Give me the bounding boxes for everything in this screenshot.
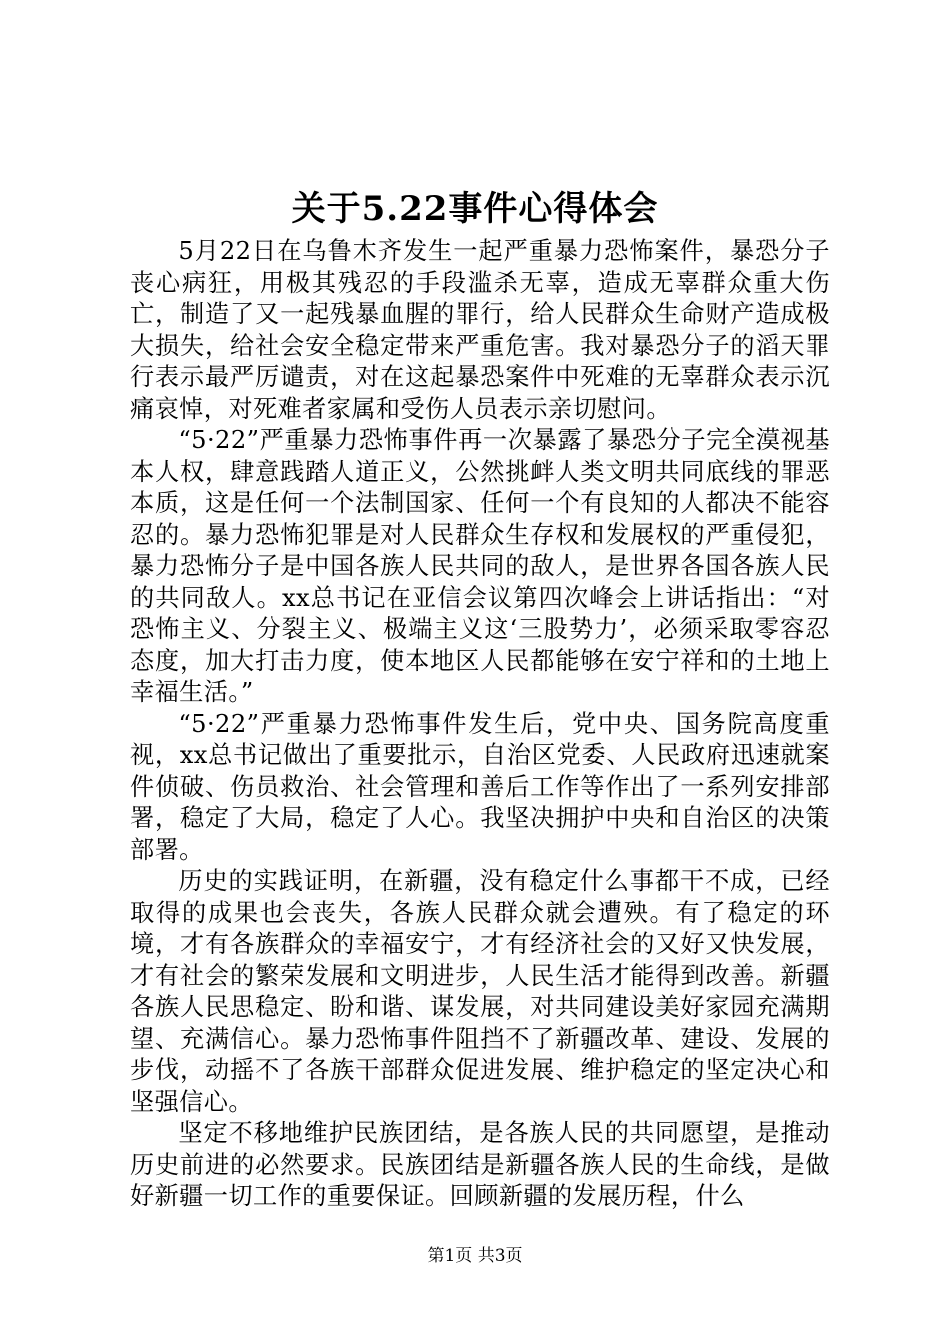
document-title: 关于5.22事件心得体会: [291, 189, 659, 229]
document-body: [130, 236, 830, 1213]
paragraph-3: “5·22”严重暴力恐怖事件发生后，党中央、国务院高度重视，xx总书记做出了重要批示，自治区党委、人民政府迅速就案件侦破、伤员救治、社会管理和善后工作等作出了一系列安排部署，稳定了大局，稳定了人心。我坚决拥护中央和自治区的决策部署。: [130, 709, 830, 864]
paragraph-5: 坚定不移地维护民族团结，是各族人民的共同愿望，是推动历史前进的必然要求。民族团结是新疆各族人民的生命线，是做好新疆一切工作的重要保证。回顾新疆的发展历程，什么: [130, 1119, 830, 1210]
paragraph-2: “5·22”严重暴力恐怖事件再一次暴露了暴恐分子完全漠视基本人权，肆意践踏人道正义，公然挑衅人类文明共同底线的罪恶本质，这是任何一个法制国家、任何一个有良知的人都决不能容忍的。暴力恐怖犯罪是对人民群众生存权和发展权的严重侵犯，暴力恐怖分子是中国各族人民共同的敌人，是世界各国各族人民的共同敌人。xx总书记在亚信会议第四次峰会上讲话指出：“对恐怖主义、分裂主义、极端主义这‘三股势力’，必须采取零容忍态度，加大打击力度，使本地区人民都能够在安宁祥和的土地上幸福生活。”: [130, 426, 830, 706]
paragraph-1: 5月22日在乌鲁木齐发生一起严重暴力恐怖案件，暴恐分子丧心病狂，用极其残忍的手段滥杀无辜，造成无辜群众重大伤亡，制造了又一起残暴血腥的罪行，给人民群众生命财产造成极大损失，给社会安全稳定带来严重危害。我对暴恐分子的滔天罪行表示最严厉谴责，对在这起暴恐案件中死难的无辜群众表示沉痛哀悼，对死难者家属和受伤人员表示亲切慰问。: [130, 237, 830, 423]
page-number-footer: 第1页 共3页: [427, 1246, 523, 1266]
paragraph-4: 历史的实践证明，在新疆，没有稳定什么事都干不成，已经取得的成果也会丧失，各族人民群众就会遭殃。有了稳定的环境，才有各族群众的幸福安宁，才有经济社会的又好又快发展，才有社会的繁荣发展和文明进步，人民生活才能得到改善。新疆各族人民思稳定、盼和谐、谋发展，对共同建设美好家园充满期望、充满信心。暴力恐怖事件阻挡不了新疆改革、建设、发展的步伐，动摇不了各族干部群众促进发展、维护稳定的坚定决心和坚强信心。: [130, 867, 830, 1116]
